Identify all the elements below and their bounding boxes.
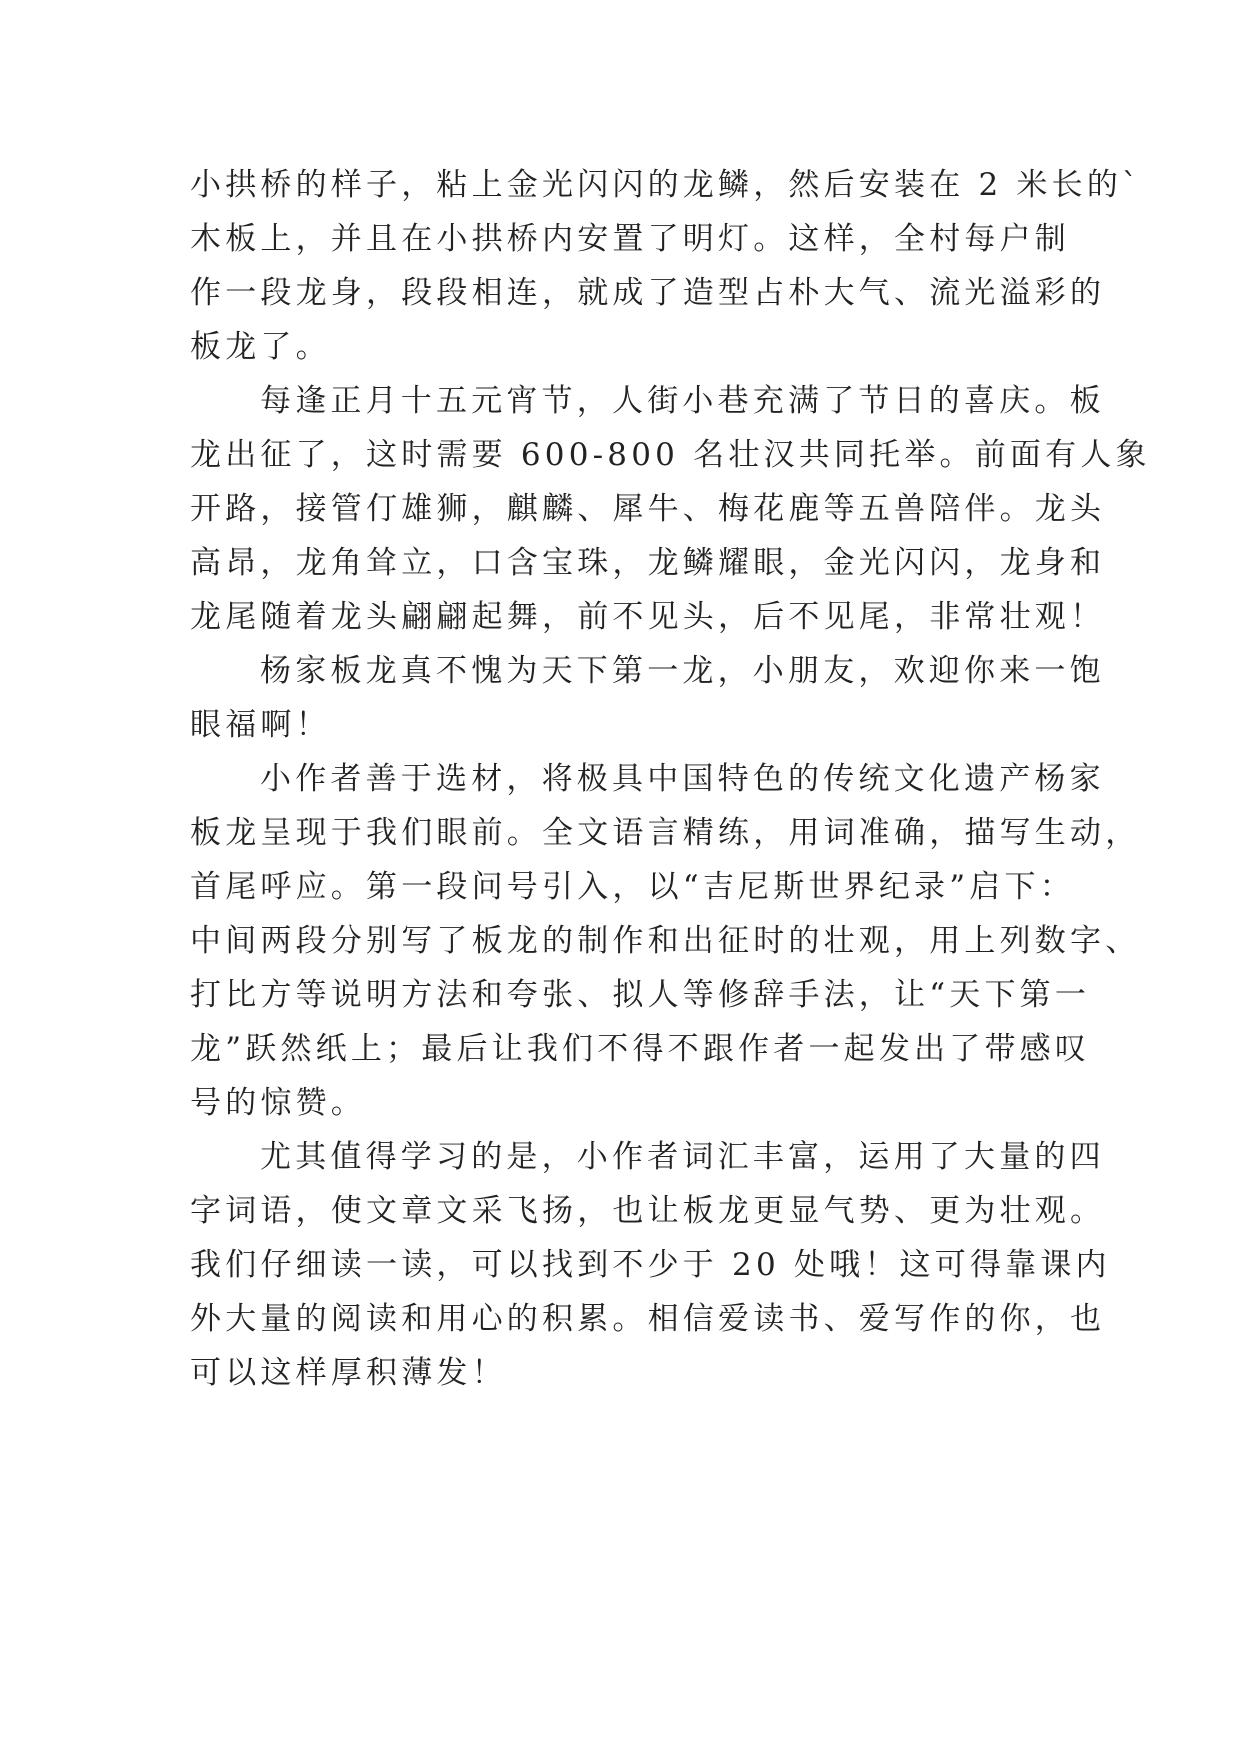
text-line: 中间两段分别写了板龙的制作和出征时的壮观，用上列数字、 xyxy=(190,923,1141,959)
text-line: 号的惊赞。 xyxy=(190,1085,366,1121)
text-line: 高昂，龙角耸立，口含宝珠，龙鳞耀眼，金光闪闪，龙身和 xyxy=(190,545,1106,581)
text-line: 作一段龙身，段段相连，就成了造型占朴大气、流光溢彩的 xyxy=(190,275,1106,311)
text-line: 小拱桥的样子，粘上金光闪闪的龙鳞，然后安装在 2 米长的` xyxy=(190,167,1142,203)
text-line: 板龙了。 xyxy=(190,329,331,365)
body-text xyxy=(190,158,1151,1400)
paragraph-4 xyxy=(190,752,1141,1130)
text-line: 尤其值得学习的是，小作者词汇丰富，运用了大量的四 xyxy=(260,1139,1105,1175)
text-line: 字词语，使文章文采飞扬，也让板龙更显气势、更为壮观。 xyxy=(190,1193,1106,1229)
text-line: 外大量的阅读和用心的积累。相信爱读书、爱写作的你，也 xyxy=(190,1301,1106,1337)
text-line: 打比方等说明方法和夸张、拟人等修辞手法，让“天下第一 xyxy=(190,977,1091,1013)
text-line: 板龙呈现于我们眼前。全文语言精练，用词准确，描写生动， xyxy=(190,815,1141,851)
text-line: 龙”跃然纸上；最后让我们不得不跟作者一起发出了带感叹 xyxy=(190,1031,1091,1067)
text-line: 可以这样厚积薄发！ xyxy=(190,1355,507,1391)
paragraph-5 xyxy=(190,1130,1111,1400)
text-line: 杨家板龙真不愧为天下第一龙，小朋友，欢迎你来一饱 xyxy=(260,653,1105,689)
text-line: 每逢正月十五元宵节，人街小巷充满了节日的喜庆。板 xyxy=(260,383,1105,419)
paragraph-1 xyxy=(190,158,1142,374)
text-line: 开路，接管仃雄狮，麒麟、犀牛、梅花鹿等五兽陪伴。龙头 xyxy=(190,491,1106,527)
text-line: 龙出征了，这时需要 600-800 名壮汉共同托举。前面有人象 xyxy=(190,437,1151,473)
text-line: 木板上，并且在小拱桥内安置了明灯。这样，全村每户制 xyxy=(190,221,1070,257)
paragraph-2 xyxy=(190,374,1151,644)
text-line: 小作者善于选材，将极具中国特色的传统文化遗产杨家 xyxy=(260,761,1105,797)
text-line: 龙尾随着龙头翩翩起舞，前不见头，后不见尾，非常壮观！ xyxy=(190,599,1106,635)
text-line: 我们仔细读一读，可以找到不少于 20 处哦！这可得靠课内 xyxy=(190,1247,1111,1283)
paragraph-3 xyxy=(190,644,1105,752)
text-line: 首尾呼应。第一段问号引入，以“吉尼斯世界纪录”启下： xyxy=(190,869,1075,905)
text-line: 眼福啊！ xyxy=(190,707,331,743)
